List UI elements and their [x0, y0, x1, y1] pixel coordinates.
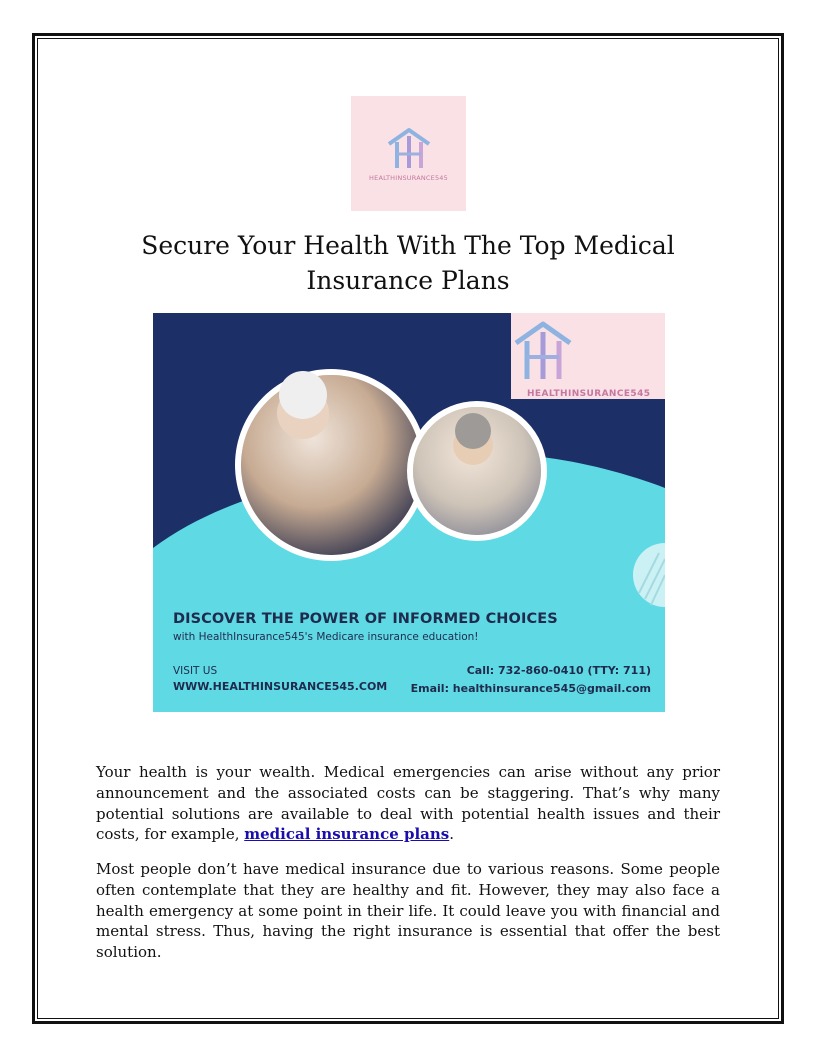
paragraph-intro-text: Your health is your wealth. Medical emergencies can arise without any prior announcement and the associated costs can be staggering. That’s why many potential solutions are available to deal with potential health issues and their costs, for example, [96, 763, 720, 844]
promo-banner [153, 313, 665, 712]
banner-email: Email: healthinsurance545@gmail.com [410, 682, 651, 695]
paragraph-intro-end: . [449, 825, 455, 844]
healthinsurance545-logo [351, 96, 466, 211]
banner-subheadline: with HealthInsurance545's Medicare insurance education! [173, 631, 479, 643]
banner-logo-text: HEALTHINSURANCE545 [527, 389, 651, 399]
house-logo-icon [385, 126, 433, 170]
paragraph-intro [96, 762, 720, 845]
house-logo-icon [511, 319, 575, 381]
medical-insurance-plans-link[interactable]: medical insurance plans [244, 825, 450, 844]
page-title: Secure Your Health With The Top Medical Insurance Plans [141, 231, 675, 295]
banner-visit-label: VISIT US [173, 665, 218, 677]
logo-text: HEALTHINSURANCE545 [369, 173, 448, 182]
banner-website-url: WWW.HEALTHINSURANCE545.COM [173, 680, 388, 693]
banner-logo [511, 313, 665, 399]
banner-phone: Call: 732-860-0410 (TTY: 711) [466, 664, 651, 677]
banner-headline: DISCOVER THE POWER OF INFORMED CHOICES [173, 611, 558, 627]
paragraph-reasons: Most people don’t have medical insurance due to various reasons. Some people often contemplate that they are healthy and fit. However, they may also face a health emergency at some point in their life. It could leave you with financial and mental stress. Thus, having the right insurance is essential that offer the best solution. [96, 860, 720, 962]
